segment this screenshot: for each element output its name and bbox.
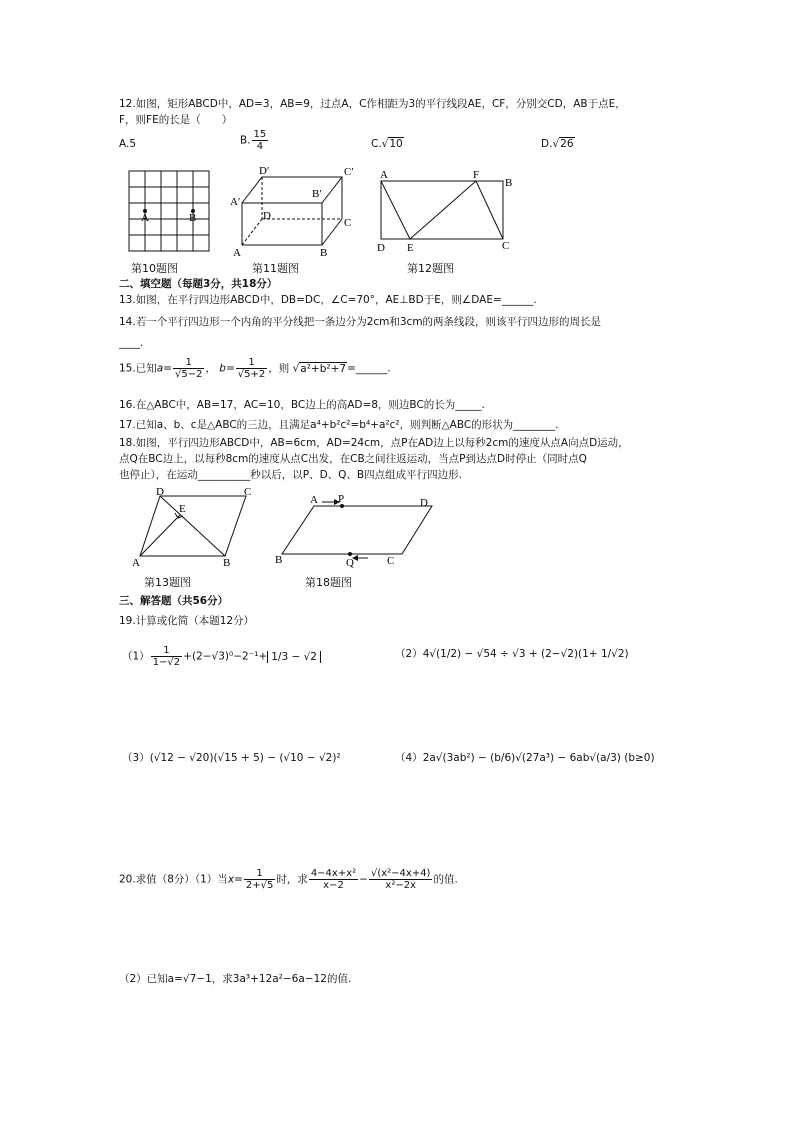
svg-text:D′: D′	[259, 165, 270, 177]
q19-part2: （2）4√(1/2) − √54 ÷ √3 + (2−√2)(1+ 1/√2)	[395, 648, 629, 660]
svg-text:Q: Q	[346, 557, 354, 569]
svg-text:A: A	[310, 494, 318, 506]
q12-line2: F，则FE的长是（ ）	[119, 114, 233, 126]
svg-text:E: E	[407, 242, 414, 254]
caption-figure-10: 第10题图	[131, 262, 178, 275]
section-solve-title: 三、解答题（共56分）	[119, 595, 229, 607]
section-fill-in-title: 二、填空题（每题3分，共18分）	[119, 278, 278, 290]
q18-line2: 点Q在BC边上，以每秒8cm的速度从点C出发，在CB之间往返运动，当点P到达点D时停止（同时点Q	[119, 453, 587, 465]
q12-option-c: C.√10	[371, 138, 403, 150]
svg-text:A′: A′	[230, 196, 241, 208]
q12-option-a: A.5	[119, 138, 137, 150]
q13-text: 13.如图，在平行四边形ABCD中，DB=DC，∠C=70°，AE⊥BD于E，则∠DAE=______.	[119, 294, 537, 306]
q15-text: 15.已知a= $\frac{1}{√5-2}$ ， b= $\frac{1}{√5+2}$ ，则 √a²+b²+7=______.	[119, 357, 391, 380]
q14-line1: 14.若一个平行四边形一个内角的平分线把一条边分为2cm和3cm的两条线段，则该平行四边形的周长是	[119, 316, 602, 328]
q18-line3: 也停止），在运动__________秒以后，以P、D、Q、B四点组成平行四边形.	[119, 469, 462, 481]
svg-text:D: D	[377, 242, 385, 254]
svg-text:A: A	[132, 557, 140, 569]
svg-text:D: D	[156, 486, 164, 498]
svg-text:C: C	[244, 486, 252, 498]
svg-text:B′: B′	[312, 188, 322, 200]
figure-11-cuboid	[228, 165, 358, 260]
svg-text:C: C	[502, 240, 510, 252]
caption-figure-11: 第11题图	[252, 262, 299, 275]
q12-option-d: D.√26	[541, 138, 574, 150]
q19-part1: （1） $\frac{1}{1-√2}$ +(2−√3)⁰−2⁻¹+ 1/3 − √2	[122, 645, 321, 668]
fig10-label-b: B	[189, 212, 197, 224]
svg-text:D: D	[263, 210, 271, 222]
q20-part1: 20.求值（8分）（1）当x= $\frac{1}{2+√5}$ 时，求 $\frac{\text{4−4x+x²}}{x-2}$ − $\frac{\text{√(x²−4x+4)}}{\text{x²−2x}}$ 的值.	[119, 868, 458, 891]
q19-part4: （4）2a√(3ab²) − (b/6)√(27a³) − 6ab√(a/3) (b≥0)	[395, 752, 655, 764]
q19-part3: （3）(√12 − √20)(√15 + 5) − (√10 − √2)²	[122, 752, 341, 764]
caption-figure-18: 第18题图	[305, 576, 352, 589]
svg-text:A: A	[233, 247, 241, 259]
q12-line1: 12.如图，矩形ABCD中，AD=3，AB=9，过点A，C作相距为3的平行线段AE，CF，分别交CD，AB于点E，	[119, 98, 626, 110]
svg-text:E: E	[179, 503, 186, 515]
svg-text:C: C	[344, 217, 352, 229]
figure-18-parallelogram	[272, 490, 442, 570]
caption-figure-13: 第13题图	[144, 576, 191, 589]
q14-line2: ____.	[119, 337, 144, 349]
q18-line1: 18.如图，平行四边形ABCD中，AB=6cm，AD=24cm，点P在AD边上以每秒2cm的速度从点A向点D运动，	[119, 437, 629, 449]
svg-text:B: B	[223, 557, 231, 569]
svg-text:D: D	[420, 497, 428, 509]
q17-text: 17.已知a、b、c是△ABC的三边，且满足a⁴+b²c²=b⁴+a²c²，则判断△ABC的形状为________.	[119, 419, 559, 431]
q12-option-b: B. $\frac{15}{4}$	[240, 129, 267, 152]
q19-title: 19.计算或化简（本题12分）	[119, 615, 255, 627]
q20-part2: （2）已知a=√7−1，求3a³+12a²−6a−12的值.	[119, 973, 352, 985]
caption-figure-12: 第12题图	[407, 262, 454, 275]
figure-10-grid	[124, 165, 216, 255]
q16-text: 16.在△ABC中，AB=17，AC=10，BC边上的高AD=8，则边BC的长为_____.	[119, 399, 485, 411]
svg-text:P: P	[338, 493, 345, 505]
fig10-label-a: A	[141, 212, 149, 224]
svg-text:B: B	[275, 554, 283, 566]
svg-text:F: F	[473, 169, 480, 181]
svg-text:B: B	[320, 247, 328, 259]
figure-13-parallelogram	[128, 486, 263, 571]
svg-text:A: A	[380, 169, 388, 181]
svg-text:C: C	[387, 555, 395, 567]
svg-text:C′: C′	[344, 166, 354, 178]
figure-12-rectangle	[374, 168, 520, 258]
svg-text:B: B	[505, 177, 513, 189]
